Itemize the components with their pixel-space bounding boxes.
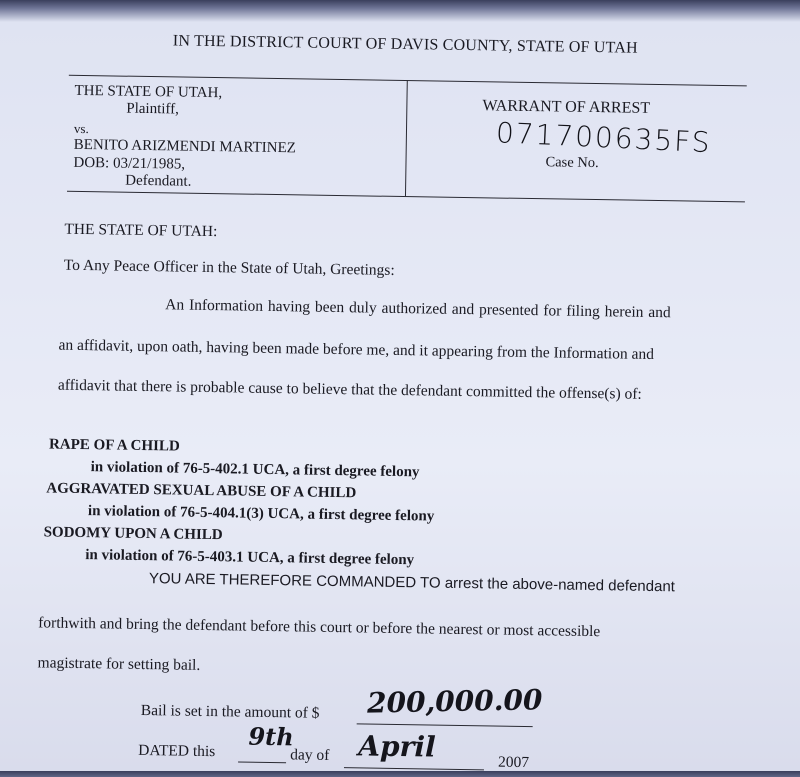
paragraph-line-3: affidavit that there is probable cause to believe that the defendant committed the offense(s) of: (57, 376, 642, 403)
caption-divider (405, 80, 408, 196)
document-title: WARRANT OF ARREST (482, 97, 651, 117)
plaintiff-name: THE STATE OF UTAH, (74, 82, 223, 102)
dated-month-handwritten: April (358, 729, 436, 764)
salutation: THE STATE OF UTAH: (64, 220, 218, 241)
dated-label: DATED this (138, 741, 216, 761)
bail-amount-line (357, 723, 533, 727)
charge-2-offense: AGGRAVATED SEXUAL ABUSE OF A CHILD (46, 480, 357, 502)
dated-month-line (344, 767, 484, 770)
charge-1-offense: RAPE OF A CHILD (48, 436, 180, 455)
dated-day-line (238, 762, 286, 764)
versus-label: vs. (73, 120, 89, 137)
greeting: To Any Peace Officer in the State of Utah, Greetings: (63, 256, 395, 279)
bail-amount-handwritten: 200,000.00 (366, 683, 543, 720)
bail-label: Bail is set in the amount of $ (140, 701, 320, 722)
case-number-handwritten: 071700635FS (495, 116, 713, 160)
plaintiff-role: Plaintiff, (126, 100, 180, 118)
dated-year: 2007 (497, 753, 530, 772)
command-line-2: forthwith and bring the defendant before this court or before the nearest or most accessible (38, 614, 601, 641)
case-number-label: Case No. (545, 154, 599, 172)
command-line-3: magistrate for setting bail. (37, 654, 201, 674)
command-line-1: YOU ARE THEREFORE COMMANDED TO arrest the above-named defendant (148, 570, 676, 596)
charge-1-violation: in violation of 76-5-402.1 UCA, a first degree felony (90, 459, 420, 481)
charge-3-violation: in violation of 76-5-403.1 UCA, a first degree felony (85, 547, 415, 569)
day-of-label: day of (290, 746, 330, 764)
court-title: IN THE DISTRICT COURT OF DAVIS COUNTY, STATE OF UTAH (172, 32, 638, 57)
defendant-role: Defendant. (125, 172, 192, 190)
defendant-dob: DOB: 03/21/1985, (73, 154, 186, 173)
charge-3-offense: SODOMY UPON A CHILD (43, 524, 223, 544)
paragraph-line-1: An Information having been duly authorized and presented for filing herein and (165, 296, 671, 322)
charge-2-violation: in violation of 76-5-404.1(3) UCA, a first degree felony (87, 503, 435, 525)
dated-day-handwritten: 9th (248, 721, 294, 752)
defendant-name: BENITO ARIZMENDI MARTINEZ (73, 136, 296, 157)
paragraph-line-2: an affidavit, upon oath, having been made before me, and it appearing from the Information and (58, 336, 655, 363)
